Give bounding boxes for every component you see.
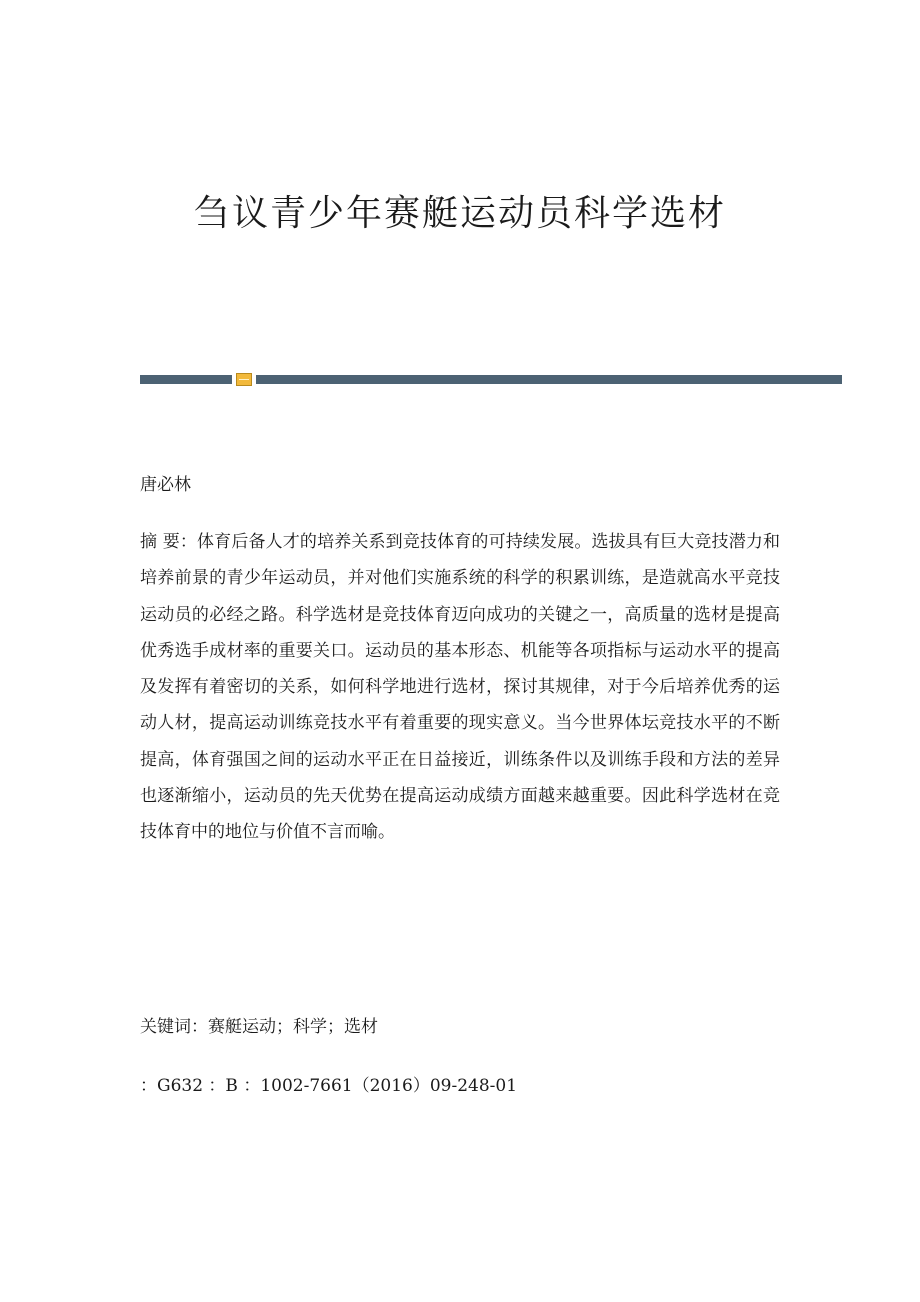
document-title: 刍议青少年赛艇运动员科学选材 [193,193,726,234]
divider-bar-right [256,375,842,384]
author-name: 唐必林 [140,475,191,495]
abstract-label: 摘 要： [140,532,198,552]
abstract-text: 体育后备人才的培养关系到竞技体育的可持续发展。选拔具有巨大竞技潜力和培养前景的青少年运动员，并对他们实施系统的科学的积累训练，是造就高水平竞技运动员的必经之路。科学选材是竞技体育迈向成功的关键之一，高质量的选材是提高优秀选手成材率的重要关口。运动员的基本形态、机能等各项指标与运动水平的提高及发挥有着密切的关系，如何科学地进行选材，探讨其规律，对于今后培养优秀的运动人材，提高运动训练竞技水平有着重要的现实意义。当今世界体坛竞技水平的不断提高，体育强国之间的运动水平正在日益接近，训练条件以及训练手段和方法的差异也逐渐缩小，运动员的先天优势在提高运动成绩方面越来越重要。因此科学选材在竞技体育中的地位与价值不言而喻。 [140,532,781,843]
keywords: 关键词：赛艇运动；科学；选材 [140,1017,378,1037]
title-divider [140,375,842,384]
classification-info: ：G632 ：B ：1002-7661（2016）09-248-01 [140,1076,518,1096]
decorative-emblem-icon [236,373,252,386]
abstract [140,524,780,851]
divider-bar-left [140,375,232,384]
